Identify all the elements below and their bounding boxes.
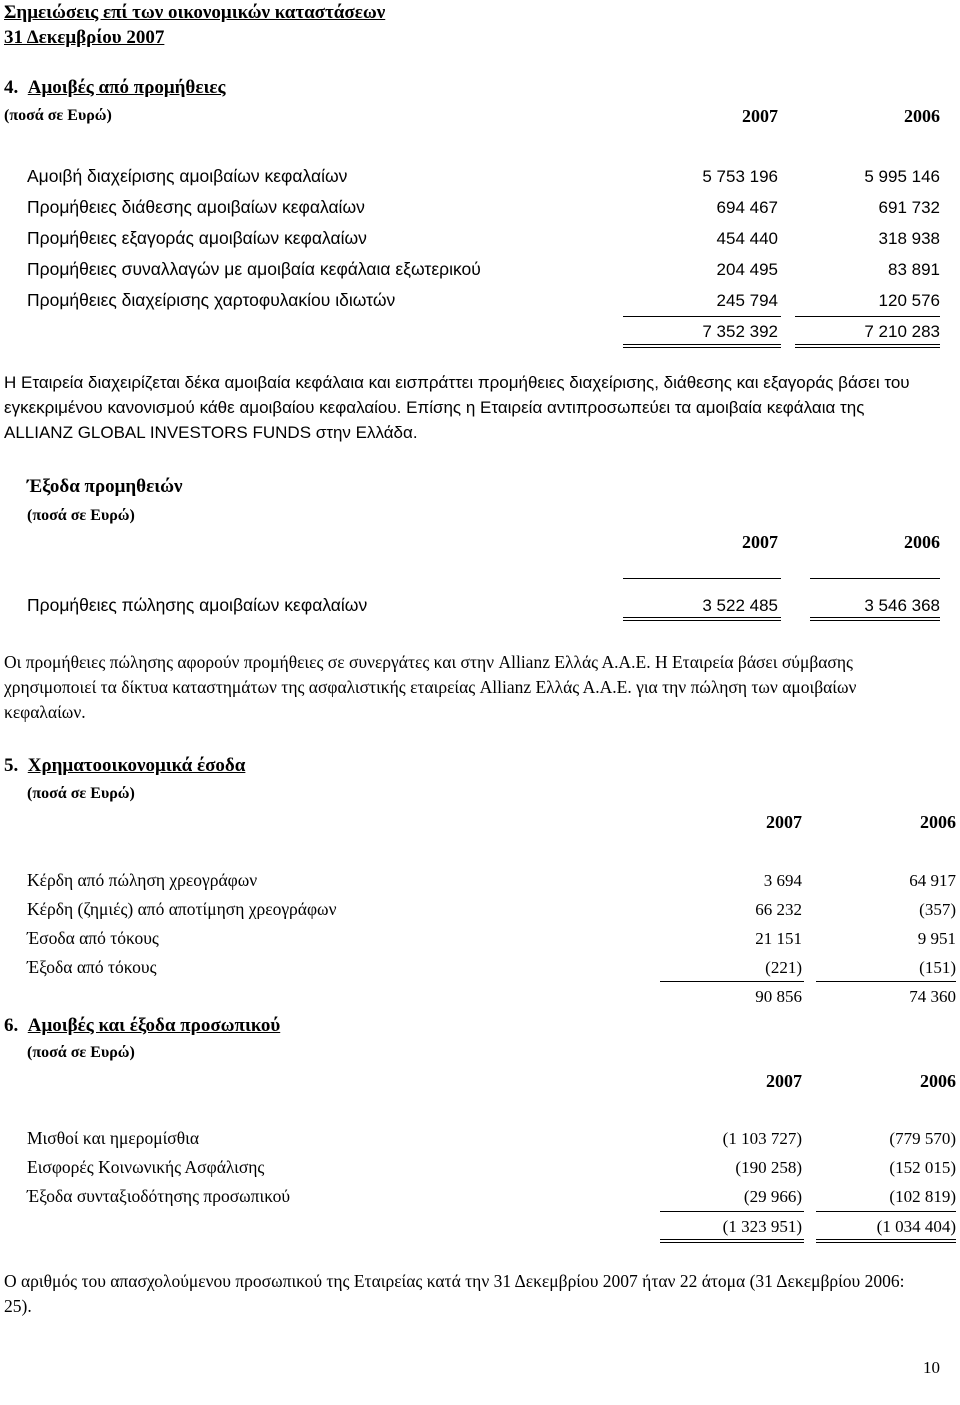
table-row-label: Προμήθειες διάθεσης αμοιβαίων κεφαλαίων [27,197,365,217]
section-number: 4. [4,77,19,98]
s5-year-2007: 2007 [766,812,802,832]
table-row-label: Αμοιβή διαχείρισης αμοιβαίων κεφαλαίων [27,166,348,186]
s4-year-2007: 2007 [742,106,778,126]
table-cell-2006: 83 891 [888,260,940,279]
subtotal-rule [660,981,804,982]
table-row-label: Έξοδα συνταξιοδότησης προσωπικού [27,1186,291,1206]
table-cell-2007: 21 151 [755,929,802,948]
subtotal-rule [816,981,956,982]
table-cell-2007: 245 794 [716,291,778,310]
table-row-label: Προμήθειες πώλησης αμοιβαίων κεφαλαίων [27,595,368,615]
section-5-heading [4,755,245,777]
table-row-label: Προμήθειες συναλλαγών με αμοιβαία κεφάλαια εξωτερικού [27,259,481,279]
table-row-label: Προμήθειες διαχείρισης χαρτοφυλακίου ιδιωτών [27,290,396,310]
section-6-unit: (ποσά σε Ευρώ) [27,1044,135,1061]
section-number: 5. [4,755,19,776]
header-rule [623,578,781,579]
total-double-rule [660,1239,804,1243]
total-2006: (1 034 404) [876,1217,956,1236]
table-cell-2007: 694 467 [716,198,778,217]
table-row-label: Εισφορές Κοινωνικής Ασφάλισης [27,1157,265,1177]
table-cell-2006: 3 546 368 [864,596,940,615]
table-cell-2007: 66 232 [755,900,802,919]
s6-year-2006: 2006 [920,1071,956,1091]
document-date: 31 Δεκεμβρίου 2007 [4,27,165,48]
exp-year-2007: 2007 [742,532,778,552]
table-row-label: Έξοδα από τόκους [27,957,157,977]
table-cell-2007: 3 522 485 [702,596,778,615]
total-2006: 74 360 [909,987,956,1006]
section-6-heading [4,1015,280,1037]
document-title: Σημειώσεις επί των οικονομικών καταστάσεων [4,2,386,23]
exp-year-2006: 2006 [904,532,940,552]
table-cell-2006: 9 951 [917,929,956,948]
subtotal-rule [623,316,781,317]
expenses-unit: (ποσά σε Ευρώ) [27,507,135,524]
subtotal-rule [795,316,940,317]
table-cell-2006: (779 570) [889,1129,956,1148]
total-double-rule [623,617,781,621]
total-double-rule [623,344,781,348]
total-double-rule [816,1239,956,1243]
total-2007: 7 352 392 [702,322,778,341]
table-cell-2006: 318 938 [878,229,940,248]
section-title: Χρηματοοικονομικά έσοδα [27,755,246,776]
table-cell-2007: 5 753 196 [702,167,778,186]
table-cell-2006: 120 576 [878,291,940,310]
section-number: 6. [4,1015,19,1036]
header-rule [810,578,940,579]
table-cell-2007: 3 694 [763,871,802,890]
section-4-paragraph: Η Εταιρεία διαχειρίζεται δέκα αμοιβαία κεφάλαια και εισπράττει προμήθειες διαχείρισης, διάθεσης και εξαγοράς βάσει του εγκεκριμένου κανονισμού κάθε αμοιβαίου κεφαλαίου. Επίσης η Εταιρεία αντιπροσωπεύει τα αμοιβαία κεφάλαια της ALLIANZ GLOBAL INVESTORS FUNDS στην Ελλάδα. [4,373,910,442]
table-row-label: Κέρδη από πώληση χρεογράφων [27,870,258,890]
table-cell-2006: 691 732 [878,198,940,217]
section-4-heading [4,77,226,99]
s6-year-2007: 2007 [766,1071,802,1091]
expenses-paragraph: Οι προμήθειες πώλησης αφορούν προμήθειες σε συνεργάτες και στην Allianz Ελλάς Α.Α.Ε. Η Εταιρεία βάσει σύμβασης χρησιμοποιεί τα δίκτυα καταστημάτων της ασφαλιστικής εταιρείας Allianz Ελλάς Α.Α.Ε. για την πώληση των αμοιβαίων κεφαλαίων. [4,652,857,722]
total-double-rule [810,617,940,621]
page-number: 10 [923,1358,940,1377]
section-5-unit: (ποσά σε Ευρώ) [27,785,135,802]
s5-year-2006: 2006 [920,812,956,832]
table-cell-2006: (102 819) [889,1187,956,1206]
section-4-unit: (ποσά σε Ευρώ) [4,107,112,124]
table-row-label: Προμήθειες εξαγοράς αμοιβαίων κεφαλαίων [27,228,367,248]
expenses-title: Έξοδα προμηθειών [27,476,183,497]
table-cell-2007: 204 495 [716,260,778,279]
table-cell-2006: 5 995 146 [864,167,940,186]
table-cell-2006: (152 015) [889,1158,956,1177]
table-cell-2007: (29 966) [743,1187,802,1206]
table-cell-2007: 454 440 [716,229,778,248]
section-title: Αμοιβές και έξοδα προσωπικού [27,1015,281,1036]
table-row-label: Μισθοί και ημερομίσθια [27,1128,199,1148]
section-6-paragraph: Ο αριθμός του απασχολούμενου προσωπικού της Εταιρείας κατά την 31 Δεκεμβρίου 2007 ήταν 22 άτομα (31 Δεκεμβρίου 2006: 25). [4,1271,905,1316]
subtotal-rule [660,1211,804,1212]
subtotal-rule [816,1211,956,1212]
table-cell-2007: (190 258) [735,1158,802,1177]
table-cell-2007: (221) [765,958,802,977]
table-row-label: Κέρδη (ζημιές) από αποτίμηση χρεογράφων [27,899,337,919]
table-cell-2007: (1 103 727) [722,1129,802,1148]
s4-year-2006: 2006 [904,106,940,126]
table-cell-2006: (151) [919,958,956,977]
table-cell-2006: 64 917 [909,871,956,890]
total-2007: (1 323 951) [722,1217,802,1236]
section-title: Αμοιβές από προμήθειες [27,77,226,98]
table-cell-2006: (357) [919,900,956,919]
total-double-rule [795,344,940,348]
total-2007: 90 856 [755,987,802,1006]
total-2006: 7 210 283 [864,322,940,341]
table-row-label: Έσοδα από τόκους [27,928,159,948]
expenses-heading [27,476,183,498]
